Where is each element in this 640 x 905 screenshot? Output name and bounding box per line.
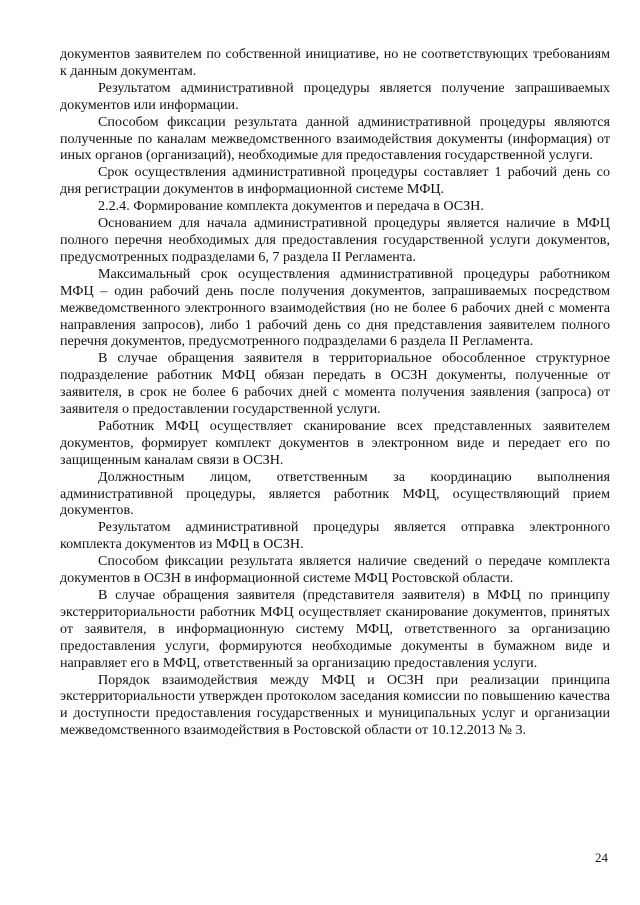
paragraph-continuation: документов заявителем по собственной инициативе, но не соответствующих требованиям к данным документам. xyxy=(60,46,610,79)
paragraph-fixation-transfer: Способом фиксации результата является наличие сведений о передаче комплекта документов в ОСЗН в информационной системе МФЦ Ростовской области. xyxy=(60,553,610,587)
document-page xyxy=(60,46,610,739)
paragraph-interaction-procedure: Порядок взаимодействия между МФЦ и ОСЗН при реализации принципа экстерриториальности утвержден протоколом заседания комиссии по повышению качества и доступности предоставления государственных и муниципальных услуг и организации межведомственного взаимодействия в Ростовской области от 10.12.2013 № 3. xyxy=(60,671,610,739)
page-number: 24 xyxy=(595,850,608,865)
paragraph-extraterritoriality: В случае обращения заявителя (представителя заявителя) в МФЦ по принципу экстерриториальности работник МФЦ осуществляет сканирование документов, принятых от заявителя, в информационную систему МФЦ, ответственного за организацию предоставления услуги, формируются необходимые документы в бумажном виде и направляет его в МФЦ, ответственный за организацию предоставления услуги. xyxy=(60,587,610,671)
paragraph-deadline: Срок осуществления административной процедуры составляет 1 рабочий день со дня регистрации документов в информационной системе МФЦ. xyxy=(60,164,610,198)
paragraph-territorial-division: В случае обращения заявителя в территориальное обособленное структурное подразделение работник МФЦ обязан передать в ОСЗН документы, полученные от заявителя, в срок не более 6 рабочих дней с момента получения заявления (запроса) от заявителя о предоставлении государственной услуги. xyxy=(60,350,610,418)
section-heading-2-2-4: 2.2.4. Формирование комплекта документов и передача в ОСЗН. xyxy=(98,198,484,215)
paragraph-basis: Основанием для начала административной процедуры является наличие в МФЦ полного перечня необходимых для предоставления государственной услуги документов, предусмотренных подразделами 6, 7 раздела II Регламента. xyxy=(60,215,610,265)
paragraph-result-received: Результатом административной процедуры является получение запрашиваемых документов или информации. xyxy=(60,79,610,113)
paragraph-result-sending: Результатом административной процедуры является отправка электронного комплекта документов из МФЦ в ОСЗН. xyxy=(60,519,610,553)
paragraph-max-term: Максимальный срок осуществления административной процедуры работником МФЦ – один рабочий день после получения документов, запрашиваемых посредством межведомственного электронного взаимодействия (но не более 6 рабочих дней с момента направления запросов), либо 1 рабочий день со дня представления заявителем полного перечня документов, предусмотренного подразделами 6 раздела II Регламента. xyxy=(60,265,610,350)
paragraph-scanning: Работник МФЦ осуществляет сканирование всех представленных заявителем документов, формирует комплект документов в электронном виде и передает его по защищенным каналам связи в ОСЗН. xyxy=(60,417,610,468)
paragraph-fixation-method: Способом фиксации результата данной административной процедуры являются полученные по каналам межведомственного взаимодействия документы (информация) от иных органов (организаций), необходимые для предоставления государственной услуги. xyxy=(60,113,610,164)
paragraph-responsible-official: Должностным лицом, ответственным за координацию выполнения административной процедуры, является работник МФЦ, осуществляющий прием документов. xyxy=(60,468,610,519)
